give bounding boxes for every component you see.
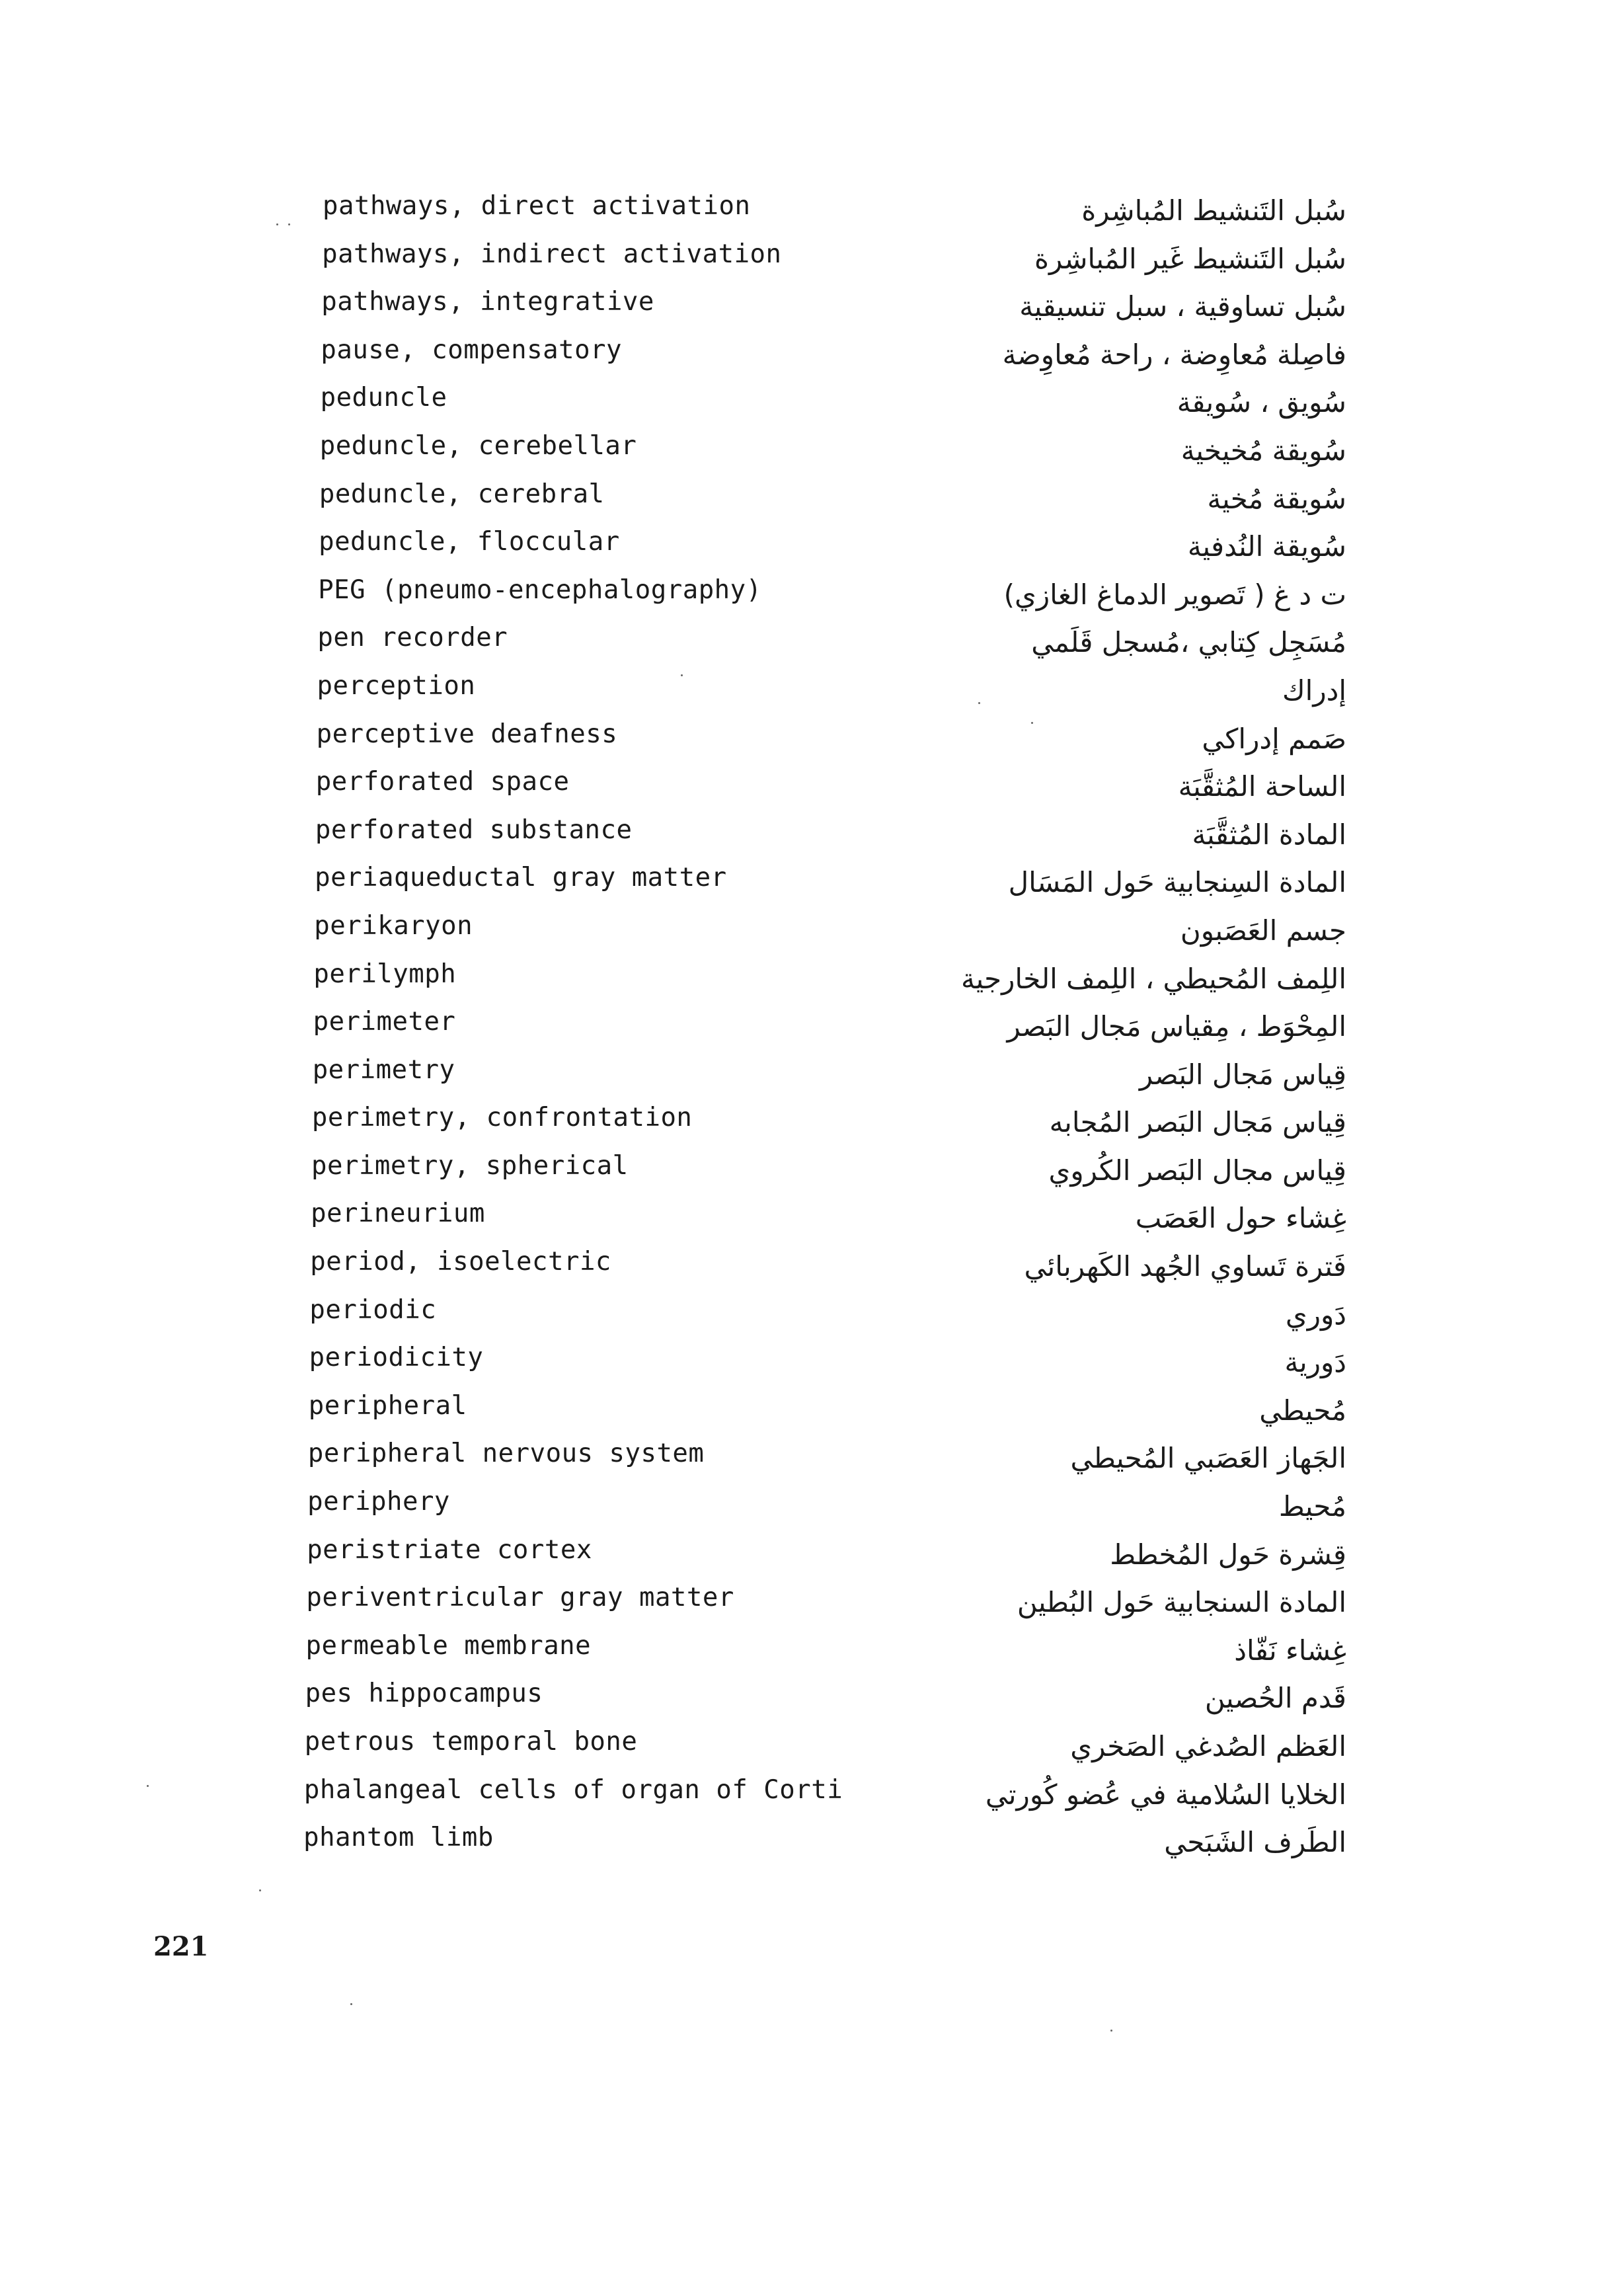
english-term: periaqueductal gray matter — [315, 863, 727, 893]
glossary-entry — [0, 1098, 1624, 1146]
scan-speck — [288, 223, 290, 225]
glossary-entry — [0, 715, 1624, 763]
english-term: permeable membrane — [305, 1630, 592, 1661]
arabic-term: قَدم الحُصين — [1204, 1682, 1346, 1715]
arabic-term: قِياس مَجال البَصر — [1139, 1058, 1346, 1091]
scan-speck — [147, 1785, 149, 1787]
arabic-term: مُحيطي — [1259, 1394, 1346, 1427]
arabic-term: دَوري — [1285, 1298, 1346, 1331]
glossary-entry — [0, 666, 1624, 715]
arabic-term: سُبل تساوقية ، سبل تنسيقية — [1019, 290, 1346, 323]
glossary-entry — [0, 475, 1624, 523]
arabic-term: العَظم الصُدغي الصَخري — [1070, 1730, 1346, 1762]
english-term: perimeter — [313, 1007, 456, 1037]
english-term: perimetry — [312, 1054, 455, 1085]
arabic-term: دَورية — [1284, 1346, 1346, 1379]
arabic-term: الساحة المُثقَّبَة — [1178, 770, 1346, 803]
english-term: perineurium — [311, 1199, 485, 1229]
english-term: pause, compensatory — [321, 335, 623, 365]
glossary-entry — [0, 618, 1624, 666]
scan-speck — [978, 702, 980, 704]
arabic-term: سُويق ، سُويقة — [1177, 386, 1346, 419]
arabic-term: سُويقة النُدفية — [1187, 530, 1346, 563]
glossary-list — [0, 186, 1624, 1866]
glossary-entry — [0, 1674, 1624, 1722]
glossary-entry — [0, 811, 1624, 859]
english-term: peduncle — [320, 383, 447, 413]
english-term: pathways, integrative — [321, 287, 654, 317]
english-term: pes hippocampus — [305, 1679, 543, 1709]
english-term: petrous temporal bone — [304, 1727, 638, 1757]
arabic-term: إدراك — [1282, 674, 1346, 707]
arabic-term: سُبل التَنشيط غَير المُباشِرة — [1034, 242, 1346, 275]
glossary-entry — [0, 1626, 1624, 1675]
english-term: peduncle, cerebellar — [319, 430, 637, 461]
glossary-entry — [0, 571, 1624, 619]
english-term: perikaryon — [314, 910, 473, 941]
english-term: PEG (pneumo-encephalography) — [318, 574, 762, 605]
arabic-term: اللِمف المُحيطي ، اللِمف الخارجية — [960, 962, 1346, 995]
glossary-entry — [0, 1338, 1624, 1386]
glossary-entry — [0, 522, 1624, 571]
scan-speck — [1110, 2030, 1112, 2032]
glossary-entry — [0, 1386, 1624, 1435]
english-term: phalangeal cells of organ of Corti — [303, 1774, 843, 1805]
glossary-entry — [0, 426, 1624, 475]
scan-speck — [350, 2003, 352, 2005]
glossary-entry — [0, 378, 1624, 426]
english-term: pen recorder — [317, 623, 508, 653]
english-term: periventricular gray matter — [306, 1583, 734, 1613]
glossary-entry — [0, 331, 1624, 379]
arabic-term: سُبل التَنشيط المُباشِرة — [1081, 194, 1346, 227]
english-term: pathways, direct activation — [323, 191, 751, 221]
arabic-term: فَترة تَساوي الجُهد الكَهربائي — [1024, 1250, 1346, 1283]
english-term: period, isoelectric — [310, 1247, 611, 1277]
glossary-entry — [0, 282, 1624, 331]
glossary-entry — [0, 1146, 1624, 1195]
arabic-term: المادة السِنجابية حَول المَسَال — [1008, 866, 1346, 899]
arabic-term: المادة السنجابية حَول البُطين — [1017, 1586, 1346, 1619]
english-term: perimetry, confrontation — [311, 1103, 693, 1133]
arabic-term: الخلايا السُلامية في عُضو كُورتي — [985, 1778, 1346, 1811]
scan-speck — [681, 674, 683, 676]
glossary-entry — [0, 1530, 1624, 1579]
glossary-entry — [0, 235, 1624, 283]
arabic-term: فاصِلة مُعاوِضة ، راحة مُعاوِضة — [1002, 338, 1346, 371]
glossary-entry — [0, 1818, 1624, 1866]
arabic-term: الجَهاز العَصَبي المُحيطي — [1070, 1442, 1346, 1475]
glossary-entry — [0, 1578, 1624, 1626]
glossary-entry — [0, 1002, 1624, 1050]
english-term: perforated substance — [315, 814, 633, 845]
english-term: peripheral nervous system — [307, 1439, 705, 1469]
glossary-entry — [0, 1722, 1624, 1770]
arabic-term: غِشاء نَفّاذ — [1234, 1634, 1346, 1667]
english-term: perimetry, spherical — [311, 1150, 629, 1181]
arabic-term: قِشرة حَول المُخطط — [1110, 1538, 1346, 1571]
english-term: peripheral — [308, 1390, 467, 1421]
arabic-term: سُويقة مُخيخية — [1180, 434, 1346, 467]
glossary-entry — [0, 1194, 1624, 1242]
glossary-entry — [0, 186, 1624, 235]
english-term: periphery — [307, 1487, 450, 1517]
english-term: peristriate cortex — [307, 1534, 592, 1565]
english-term: perilymph — [313, 959, 457, 989]
english-term: perforated space — [315, 767, 570, 797]
english-term: peduncle, cerebral — [319, 479, 605, 509]
glossary-entry — [0, 1482, 1624, 1530]
scan-speck — [259, 1889, 261, 1891]
arabic-term: سُويقة مُخية — [1207, 482, 1346, 515]
glossary-entry — [0, 1770, 1624, 1819]
english-term: periodicity — [309, 1343, 484, 1373]
glossary-entry — [0, 1290, 1624, 1339]
glossary-entry — [0, 1434, 1624, 1482]
scan-speck — [1031, 722, 1033, 724]
english-term: phantom limb — [303, 1823, 494, 1853]
arabic-term: الطَرف الشَبَحي — [1164, 1826, 1346, 1859]
glossary-entry — [0, 762, 1624, 811]
arabic-term: جسم العَصَبون — [1180, 914, 1346, 947]
english-term: perceptive deafness — [316, 719, 618, 749]
english-term: peduncle, floccular — [319, 527, 620, 557]
arabic-term: ت د غ ( تَصوير الدماغ الغازي) — [1003, 578, 1346, 611]
arabic-term: المادة المُثقَّبَة — [1192, 818, 1346, 851]
english-term: perception — [317, 670, 476, 701]
glossary-entry — [0, 906, 1624, 955]
arabic-term: مُحيط — [1278, 1490, 1346, 1523]
scan-speck — [276, 223, 278, 225]
arabic-term: قِياس مجال البَصر الكُروي — [1048, 1154, 1346, 1187]
glossary-entry — [0, 1050, 1624, 1099]
glossary-entry — [0, 1242, 1624, 1290]
arabic-term: غِشاء حول العَصَب — [1135, 1202, 1346, 1235]
arabic-term: المِحْوَط ، مِقياس مَجال البَصر — [1007, 1010, 1346, 1043]
arabic-term: مُسَجِل كِتابي ،مُسجل قَلَمي — [1031, 626, 1346, 659]
english-term: periodic — [309, 1294, 437, 1325]
glossary-entry — [0, 858, 1624, 906]
arabic-term: صَمم إدراكي — [1202, 722, 1346, 755]
english-term: pathways, indirect activation — [322, 239, 782, 269]
page-number: 221 — [153, 1931, 209, 1962]
arabic-term: قِياس مَجال البَصر المُجابه — [1049, 1106, 1346, 1139]
glossary-entry — [0, 955, 1624, 1003]
